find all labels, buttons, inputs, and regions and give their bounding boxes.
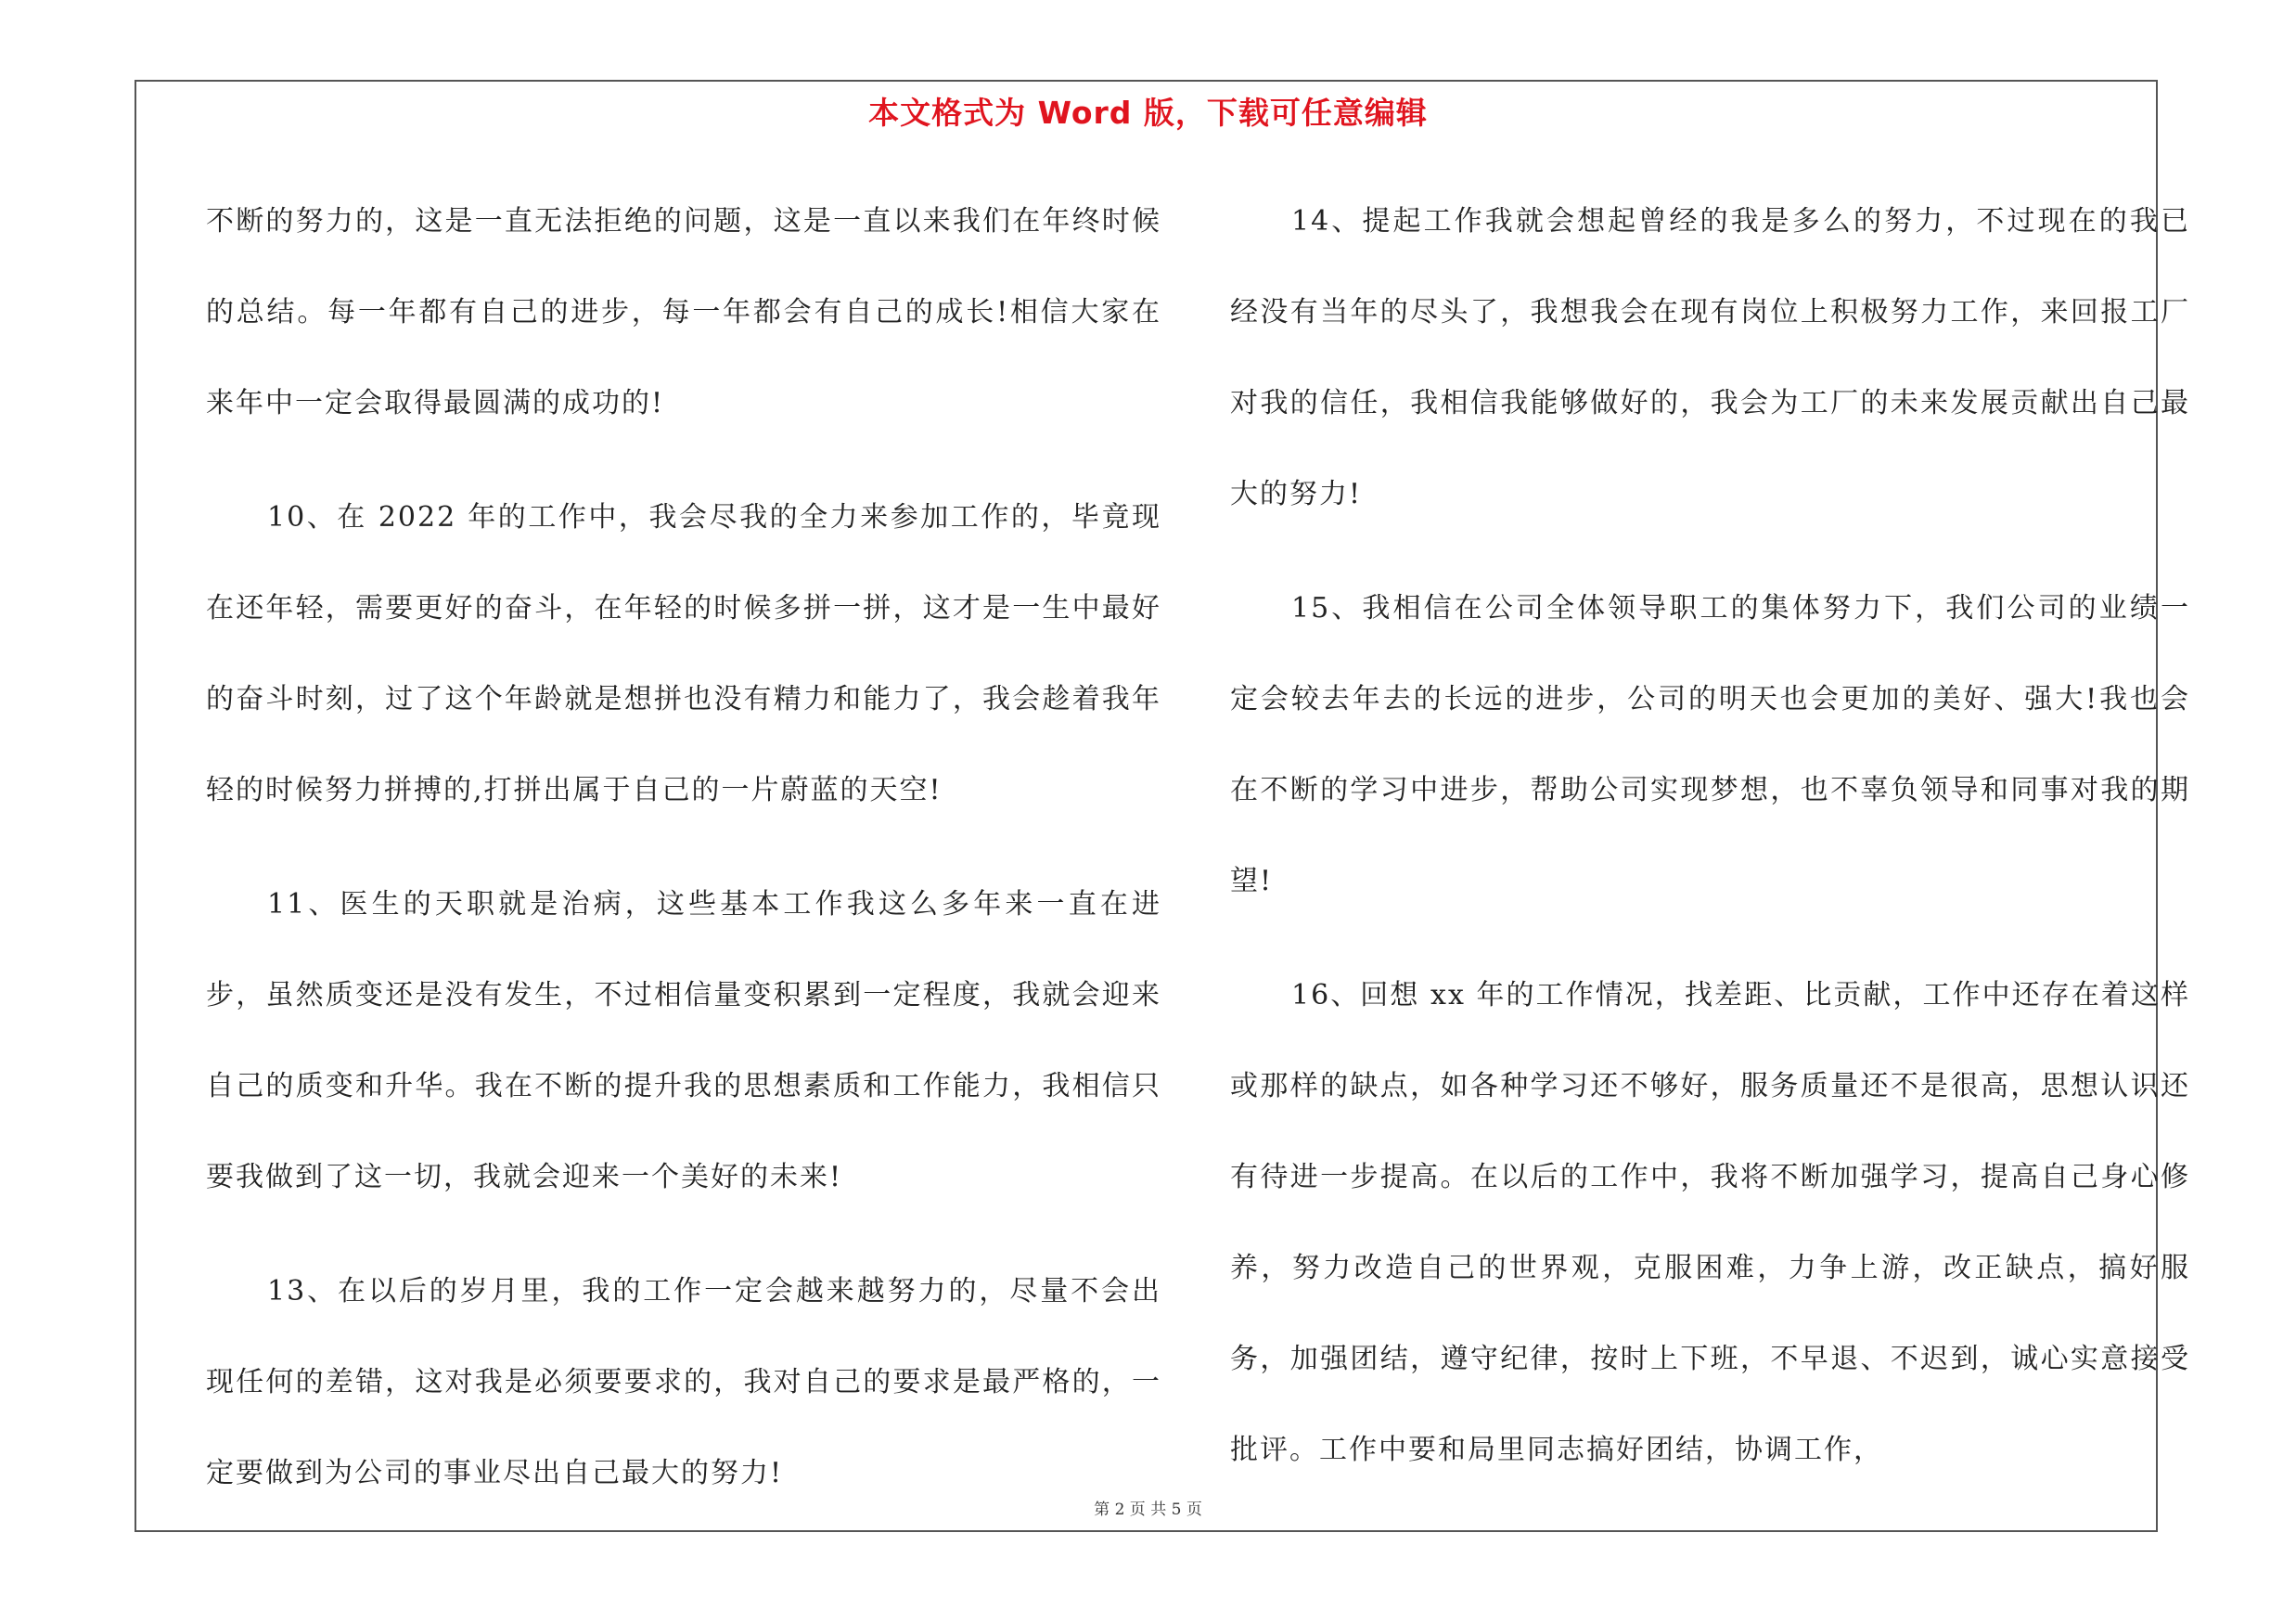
paragraph-item-16: 16、回想 xx 年的工作情况，找差距、比贡献，工作中还存在着这样或那样的缺点，如各种学习还不够好，服务质量还不是很高，思想认识还有待进一步提高。在以后的工作中，我将不断加强学习，提高自己身心修养，努力改造自己的世界观，克服困难，力争上游，改正缺点，搞好服务，加强团结，遵守纪律，按时上下班，不早退、不迟到，诚心实意接受批评。工作中要和局里同志搞好团结，协调工作，	[1230, 979, 2190, 1466]
left-text-column	[206, 176, 1161, 1542]
paragraph-item-14: 14、提起工作我就会想起曾经的我是多么的努力，不过现在的我已经没有当年的尽头了，我想我会在现有岗位上积极努力工作，来回报工厂对我的信任，我相信我能够做好的，我会为工厂的未来发展贡献出自己最大的努力!	[1230, 205, 2190, 510]
paragraph-item-11: 11、医生的天职就是治病，这些基本工作我这么多年来一直在进步，虽然质变还是没有发生，不过相信量变积累到一定程度，我就会迎来自己的质变和升华。我在不断的提升我的思想素质和工作能力，我相信只要我做到了这一切，我就会迎来一个美好的未来!	[206, 888, 1161, 1193]
page-number-footer: 第 2 页 共 5 页	[1094, 1501, 1202, 1519]
paragraph-item-13: 13、在以后的岁月里，我的工作一定会越来越努力的，尽量不会出现任何的差错，这对我是必须要要求的，我对自己的要求是最严格的，一定要做到为公司的事业尽出自己最大的努力!	[206, 1275, 1161, 1489]
paragraph-item-15: 15、我相信在公司全体领导职工的集体努力下，我们公司的业绩一定会较去年去的长远的进步，公司的明天也会更加的美好、强大!我也会在不断的学习中进步，帮助公司实现梦想，也不辜负领导和同事对我的期望!	[1230, 592, 2190, 897]
word-format-banner: 本文格式为 Word 版，下载可任意编辑	[868, 95, 1428, 131]
right-text-column	[1230, 176, 2190, 1519]
paragraph-item-10: 10、在 2022 年的工作中，我会尽我的全力来参加工作的，毕竟现在还年轻，需要更好的奋斗，在年轻的时候多拼一拼，这才是一生中最好的奋斗时刻，过了这个年龄就是想拼也没有精力和能力了，我会趁着我年轻的时候努力拼搏的,打拼出属于自己的一片蔚蓝的天空!	[206, 501, 1161, 806]
paragraph-continuation: 不断的努力的，这是一直无法拒绝的问题，这是一直以来我们在年终时候的总结。每一年都有自己的进步，每一年都会有自己的成长!相信大家在来年中一定会取得最圆满的成功的!	[206, 205, 1161, 419]
